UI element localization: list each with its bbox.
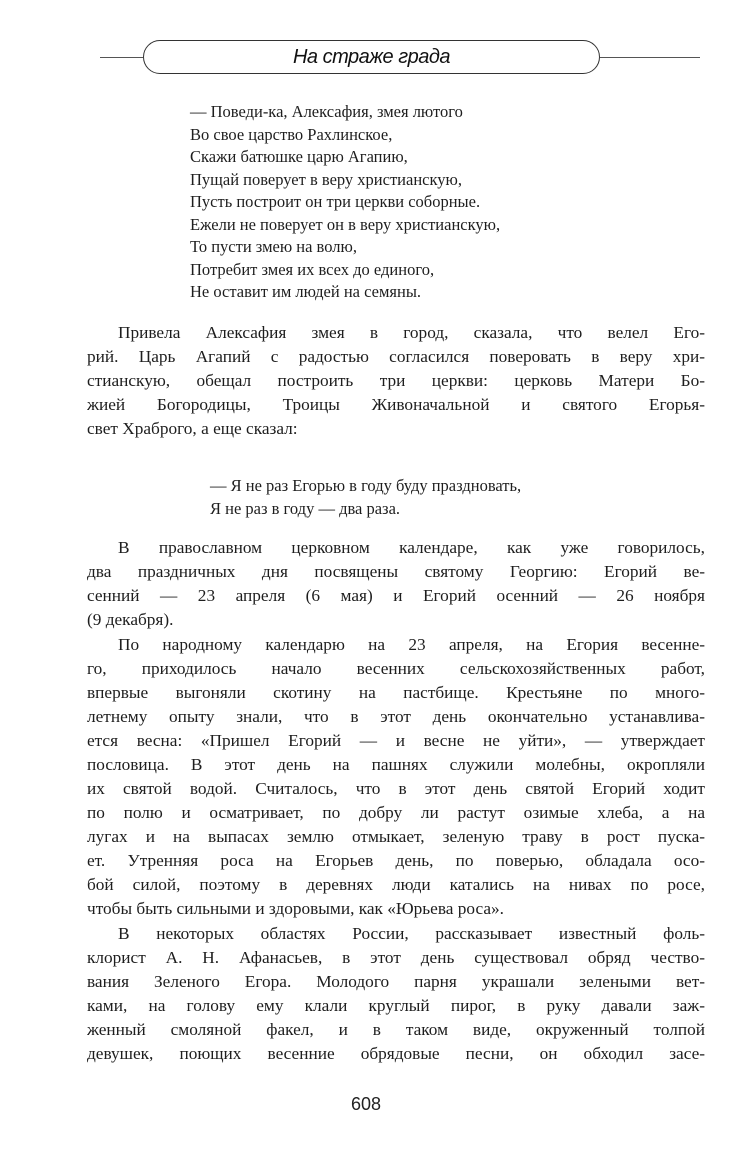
text-line: бой силой, поэтому в деревнях люди катались на нивах по росе, [87, 875, 705, 894]
text-line: пословица. В этот день на пашнях служили молебны, окропляли [87, 755, 705, 774]
text-line: Я не раз в году — два раза. [210, 498, 401, 518]
text-line: лугах и на выпасах землю отмыкает, зеленую траву в рост пуска- [87, 827, 705, 846]
text-line: Пусть построит он три церкви соборные. [190, 192, 481, 211]
text-line: стианскую, обещал построить три церкви: церковь Матери Бо- [87, 371, 705, 390]
text-line: То пусти змею на волю, [190, 237, 357, 256]
header-rule-left [100, 57, 143, 58]
text-line: два праздничных дня посвящены святому Георгию: Егорий ве- [87, 562, 705, 581]
text-line: жией Богородицы, Троицы Живоначальной и святого Егорья- [87, 395, 705, 414]
text-line: Привела Алексафия змея в город, сказала, что велел Его- [118, 323, 705, 342]
text-line: Не оставит им людей на семяны. [190, 282, 422, 301]
text-line: сенний — 23 апреля (6 мая) и Егорий осенний — 26 ноября [87, 586, 705, 605]
text-line: впервые выгоняли скотину на пастбище. Крестьяне по много- [87, 683, 705, 702]
text-line: (9 декабря). [87, 610, 174, 629]
text-line: клорист А. Н. Афанасьев, в этот день существовал обряд чество- [87, 948, 705, 967]
verse-1 [190, 101, 500, 304]
header-rule-right [600, 57, 700, 58]
text-line: ет. Утренняя роса на Егорьев день, по поверью, обладала осо- [87, 851, 705, 870]
text-line: по полю и осматривает, по добру ли растут озимые хлеба, а на [87, 803, 705, 822]
text-line: — Поведи-ка, Алексафия, змея лютого [190, 102, 463, 121]
text-line: женный смоляной факел, и в таком виде, окруженный толпой [87, 1020, 705, 1039]
text-line: — Я не раз Егорью в году буду праздновать, [210, 476, 522, 495]
text-line: Ежели не поверует он в веру христианскую, [190, 214, 501, 234]
text-line: ется весна: «Пришел Егорий — и весне не уйти», — утверждает [87, 731, 705, 750]
text-line: Пущай поверует в веру христианскую, [190, 169, 462, 189]
verse-2 [210, 475, 521, 520]
text-line: чтобы быть сильными и здоровыми, как «Юрьева роса». [87, 899, 504, 918]
paragraph-3 [87, 633, 705, 921]
paragraph-4 [87, 922, 705, 1066]
running-header [143, 40, 600, 74]
text-line: их святой водой. Считалось, что в этот день святой Егорий ходит [87, 779, 705, 798]
page-number: 608 [350, 1094, 382, 1114]
paragraph-2 [87, 536, 705, 632]
text-line: девушек, поющих весенние обрядовые песни, он обходил засе- [87, 1044, 705, 1063]
text-line: Во свое царство Рахлинское, [190, 124, 393, 144]
text-line: го, приходилось начало весенних сельскохозяйственных работ, [87, 659, 705, 678]
text-line: ками, на голову ему клали круглый пирог, в руку давали заж- [87, 996, 705, 1015]
text-line: вания Зеленого Егора. Молодого парня украшали зелеными вет- [87, 972, 705, 991]
text-line: Скажи батюшке царю Агапию, [190, 147, 408, 166]
text-line: Потребит змея их всех до единого, [190, 259, 435, 279]
text-line: свет Храброго, а еще сказал: [87, 419, 298, 438]
text-line: В некоторых областях России, рассказывает известный фоль- [118, 924, 705, 943]
text-line: По народному календарю на 23 апреля, на Егория весенне- [118, 635, 705, 654]
text-line: В православном церковном календаре, как уже говорилось, [118, 538, 705, 557]
text-line: летнему опыту знали, что в этот день окончательно устанавлива- [87, 707, 705, 726]
running-header-title: На страже града [292, 46, 451, 68]
paragraph-1 [87, 321, 705, 441]
text-line: рий. Царь Агапий с радостью согласился поверовать в веру хри- [87, 347, 705, 366]
